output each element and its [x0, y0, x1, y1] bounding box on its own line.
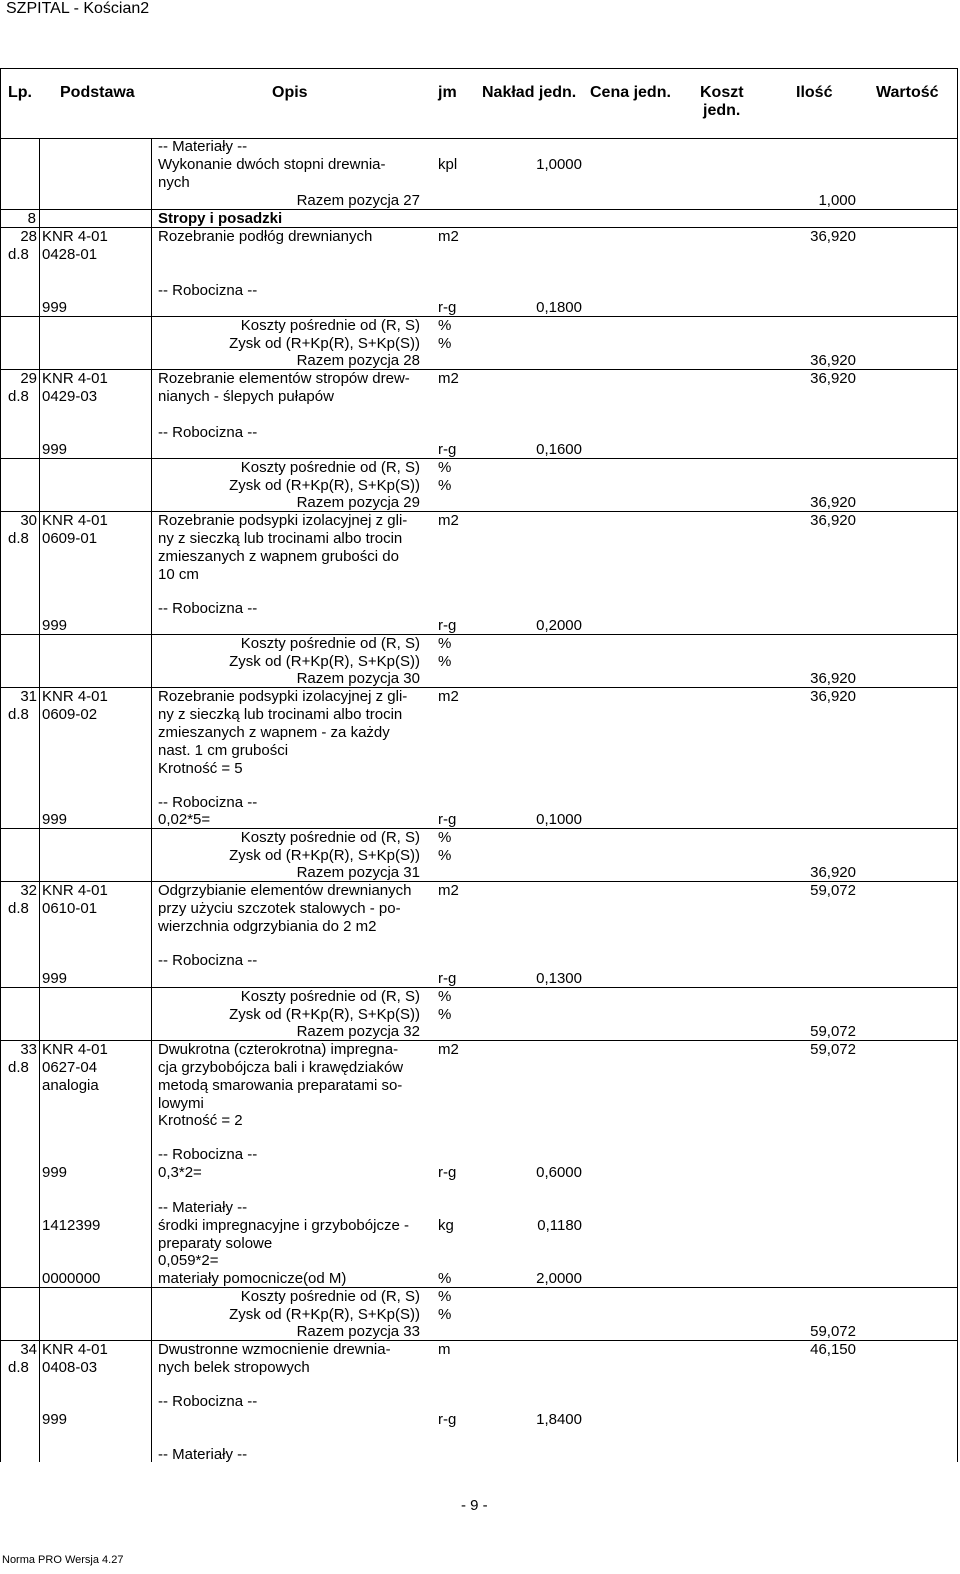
zysk: Zysk od (R+Kp(R), S+Kp(S)) [229, 335, 420, 352]
position-description: Dwustronne wzmocnienie drewnia- [158, 1341, 391, 1358]
position-base-code: 0609-02 [42, 706, 98, 723]
naklad-value: 1,0000 [536, 156, 582, 173]
position-base-code: 0428-01 [42, 246, 98, 263]
resource-code: 999 [42, 970, 68, 987]
row-separator [0, 209, 958, 210]
position-ilosc: 36,920 [810, 688, 856, 705]
resource-code: 999 [42, 441, 68, 458]
material-code: 0000000 [42, 1270, 101, 1287]
koszty-posrednie: Koszty pośrednie od (R, S) [240, 317, 420, 334]
robocizna-label: -- Robocizna -- [158, 1146, 258, 1163]
position-description: Rozebranie podsypki izolacyjnej z gli- [158, 688, 408, 705]
position-dzial: d.8 [8, 1359, 29, 1376]
zysk: Zysk od (R+Kp(R), S+Kp(S)) [229, 1006, 420, 1023]
position-lp: 31 [20, 688, 37, 705]
zysk: Zysk od (R+Kp(R), S+Kp(S)) [229, 1306, 420, 1323]
koszty-posrednie: Koszty pośrednie od (R, S) [240, 988, 420, 1005]
zysk: Zysk od (R+Kp(R), S+Kp(S)) [229, 477, 420, 494]
position-dzial: d.8 [8, 706, 29, 723]
row-separator [0, 458, 958, 459]
table-right-border [957, 68, 958, 1462]
software-version: Norma PRO Wersja 4.27 [2, 1554, 124, 1566]
unit: r-g [438, 1164, 457, 1181]
position-description: lowymi [158, 1095, 204, 1112]
position-lp: 34 [20, 1341, 37, 1358]
unit: kg [438, 1217, 454, 1234]
header-cena: Cena jedn. [590, 84, 671, 101]
percent-sign: % [438, 459, 452, 476]
position-description: cja grzybobójcza bali i krawędziaków [158, 1059, 404, 1076]
zysk: Zysk od (R+Kp(R), S+Kp(S)) [229, 847, 420, 864]
razem-ilosc: 1,000 [818, 192, 856, 209]
resource-code: 999 [42, 617, 68, 634]
unit: m2 [438, 370, 459, 387]
position-description: Odgrzybianie elementów drewnianych [158, 882, 412, 899]
position-base-code: 0627-04 [42, 1059, 98, 1076]
position-base-code: 0610-01 [42, 900, 98, 917]
section-number: 8 [27, 210, 36, 227]
percent-sign: % [438, 988, 452, 1005]
header-wartosc: Wartość [876, 84, 939, 101]
robocizna-label: -- Robocizna -- [158, 952, 258, 969]
position-multiplier: Krotność = 5 [158, 760, 243, 777]
naklad-value: 0,6000 [536, 1164, 582, 1181]
unit: r-g [438, 299, 457, 316]
position-description: zmieszanych z wapnem - za każdy [158, 724, 390, 741]
percent-sign: % [438, 829, 452, 846]
position-dzial: d.8 [8, 1059, 29, 1076]
position-base-note: analogia [42, 1077, 99, 1094]
resource-code: 999 [42, 811, 68, 828]
position-base: KNR 4-01 [42, 882, 108, 899]
position-ilosc: 36,920 [810, 370, 856, 387]
unit: r-g [438, 970, 457, 987]
position-base: KNR 4-01 [42, 512, 108, 529]
naklad-formula: 0,3*2= [158, 1164, 202, 1181]
position-ilosc: 36,920 [810, 512, 856, 529]
position-description: Dwukrotna (czterokrotna) impregna- [158, 1041, 399, 1058]
row-separator [0, 316, 958, 317]
position-multiplier: Krotność = 2 [158, 1112, 243, 1129]
header-podstawa: Podstawa [60, 84, 135, 101]
razem-label: Razem pozycja 31 [296, 864, 420, 881]
position-lp: 33 [20, 1041, 37, 1058]
robocizna-label: -- Robocizna -- [158, 282, 258, 299]
row-separator [0, 828, 958, 829]
header-jm: jm [438, 84, 457, 101]
material-description: środki impregnacyjne i grzybobójcze - [158, 1217, 409, 1234]
material-code: 1412399 [42, 1217, 101, 1234]
unit: m2 [438, 1041, 459, 1058]
material-formula: 0,059*2= [158, 1252, 219, 1269]
unit: m2 [438, 512, 459, 529]
position-lp: 29 [20, 370, 37, 387]
unit: r-g [438, 617, 457, 634]
row-separator [0, 634, 958, 635]
header-koszt-line2: jedn. [703, 102, 741, 119]
position-ilosc: 46,150 [810, 1341, 856, 1358]
col-divider-lp [39, 138, 40, 1462]
percent-sign: % [438, 847, 452, 864]
materialy-label: -- Materiały -- [158, 1446, 248, 1463]
position-description: ny z sieczką lub trocinami albo trocin [158, 530, 403, 547]
razem-ilosc: 36,920 [810, 352, 856, 369]
unit: r-g [438, 811, 457, 828]
razem-label: Razem pozycja 32 [296, 1023, 420, 1040]
naklad-formula: 0,02*5= [158, 811, 211, 828]
razem-label: Razem pozycja 33 [296, 1323, 420, 1340]
naklad-value: 2,0000 [536, 1270, 582, 1287]
unit: r-g [438, 1411, 457, 1428]
naklad-value: 0,1300 [536, 970, 582, 987]
position-dzial: d.8 [8, 388, 29, 405]
unit: m2 [438, 228, 459, 245]
row-separator [0, 987, 958, 988]
position-ilosc: 36,920 [810, 228, 856, 245]
position-dzial: d.8 [8, 900, 29, 917]
percent-sign: % [438, 653, 452, 670]
position-base-code: 0408-03 [42, 1359, 98, 1376]
koszty-posrednie: Koszty pośrednie od (R, S) [240, 829, 420, 846]
materialy-label: -- Materiały -- [158, 138, 248, 155]
header-lp: Lp. [8, 84, 32, 101]
resource-code: 999 [42, 299, 68, 316]
position-lp: 32 [20, 882, 37, 899]
header-opis: Opis [272, 84, 308, 101]
position-description: zmieszanych z wapnem grubości do [158, 548, 399, 565]
section-title: Stropy i posadzki [158, 210, 283, 227]
header-bottom-border [0, 138, 958, 139]
table-header [0, 68, 960, 138]
material-description: preparaty solowe [158, 1235, 273, 1252]
razem-label: Razem pozycja 29 [296, 494, 420, 511]
unit: m2 [438, 688, 459, 705]
unit: m [438, 1341, 451, 1358]
position-dzial: d.8 [8, 246, 29, 263]
unit: kpl [438, 156, 458, 173]
razem-label: Razem pozycja 28 [296, 352, 420, 369]
naklad-value: 0,1600 [536, 441, 582, 458]
position-description: metodą smarowania preparatami so- [158, 1077, 403, 1094]
percent-sign: % [438, 335, 452, 352]
position-description: Rozebranie podłóg drewnianych [158, 228, 373, 245]
percent-sign: % [438, 635, 452, 652]
row-separator [0, 1287, 958, 1288]
document-title: SZPITAL - Kościan2 [6, 0, 150, 17]
razem-ilosc: 59,072 [810, 1323, 856, 1340]
razem-label: Razem pozycja 30 [296, 670, 420, 687]
position-description: ny z sieczką lub trocinami albo trocin [158, 706, 403, 723]
razem-ilosc: 36,920 [810, 670, 856, 687]
koszty-posrednie: Koszty pośrednie od (R, S) [240, 459, 420, 476]
koszty-posrednie: Koszty pośrednie od (R, S) [240, 635, 420, 652]
position-description: nianych - ślepych pułapów [158, 388, 334, 405]
position-base-code: 0429-03 [42, 388, 98, 405]
robocizna-label: -- Robocizna -- [158, 600, 258, 617]
percent-sign: % [438, 1006, 452, 1023]
position-description: Rozebranie elementów stropów drew- [158, 370, 410, 387]
position-base: KNR 4-01 [42, 1041, 108, 1058]
razem-ilosc: 36,920 [810, 494, 856, 511]
naklad-value: 0,1180 [537, 1217, 582, 1234]
position-base-code: 0609-01 [42, 530, 98, 547]
razem-ilosc: 59,072 [810, 1023, 856, 1040]
position-description: Rozebranie podsypki izolacyjnej z gli- [158, 512, 408, 529]
position-base: KNR 4-01 [42, 370, 108, 387]
naklad-value: 0,2000 [536, 617, 582, 634]
page-number: - 9 - [461, 1497, 488, 1514]
item-description: Wykonanie dwóch stopni drewnia- [158, 156, 386, 173]
resource-code: 999 [42, 1164, 68, 1181]
percent-sign: % [438, 1306, 452, 1323]
header-koszt-line1: Koszt [700, 84, 744, 101]
position-base: KNR 4-01 [42, 228, 108, 245]
position-dzial: d.8 [8, 530, 29, 547]
unit: r-g [438, 441, 457, 458]
position-lp: 28 [20, 228, 37, 245]
unit: m2 [438, 882, 459, 899]
robocizna-label: -- Robocizna -- [158, 1393, 258, 1410]
materialy-label: -- Materiały -- [158, 1199, 248, 1216]
position-lp: 30 [20, 512, 37, 529]
percent-sign: % [438, 1288, 452, 1305]
position-base: KNR 4-01 [42, 1341, 108, 1358]
position-ilosc: 59,072 [810, 882, 856, 899]
position-base: KNR 4-01 [42, 688, 108, 705]
resource-code: 999 [42, 1411, 68, 1428]
naklad-value: 0,1800 [536, 299, 582, 316]
position-ilosc: 59,072 [810, 1041, 856, 1058]
percent-sign: % [438, 317, 452, 334]
naklad-value: 0,1000 [536, 811, 582, 828]
header-ilosc: Ilość [796, 84, 833, 101]
koszty-posrednie: Koszty pośrednie od (R, S) [240, 1288, 420, 1305]
table-left-border [0, 68, 1, 1462]
material-description: materiały pomocnicze(od M) [158, 1270, 347, 1287]
robocizna-label: -- Robocizna -- [158, 794, 258, 811]
percent-sign: % [438, 477, 452, 494]
position-description: nast. 1 cm grubości [158, 742, 289, 759]
position-description: nych belek stropowych [158, 1359, 310, 1376]
razem-ilosc: 36,920 [810, 864, 856, 881]
header-naklad: Nakład jedn. [482, 84, 577, 101]
position-description: wierzchnia odgrzybiania do 2 m2 [158, 918, 377, 935]
naklad-value: 1,8400 [536, 1411, 582, 1428]
robocizna-label: -- Robocizna -- [158, 424, 258, 441]
razem-label: Razem pozycja 27 [296, 192, 420, 209]
position-description: 10 cm [158, 566, 199, 583]
position-description: przy użyciu szczotek stalowych - po- [158, 900, 401, 917]
item-description: nych [158, 174, 190, 191]
unit: % [438, 1270, 452, 1287]
zysk: Zysk od (R+Kp(R), S+Kp(S)) [229, 653, 420, 670]
